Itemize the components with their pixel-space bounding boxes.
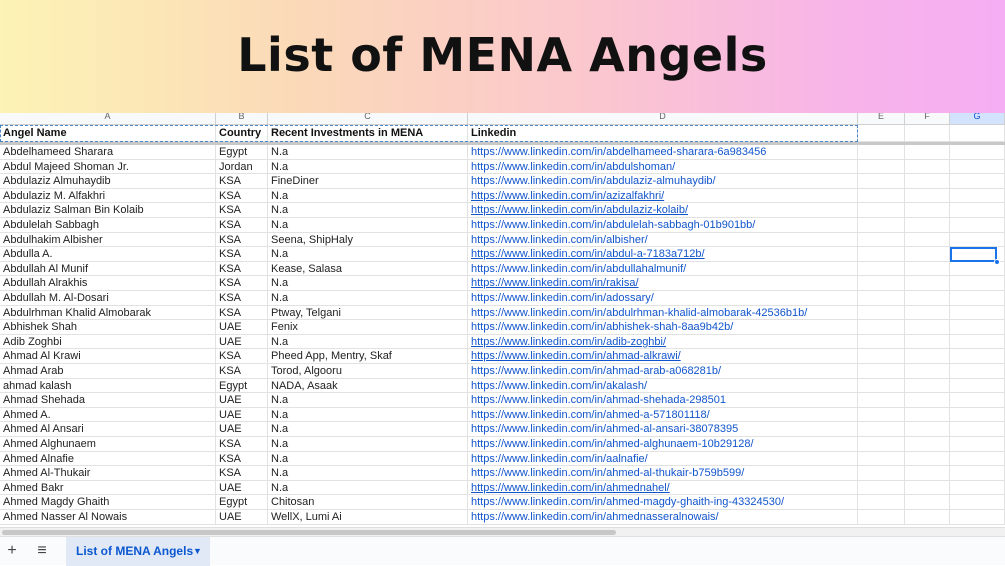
table-row xyxy=(0,393,1005,408)
country-cell[interactable]: KSA xyxy=(216,452,268,466)
country-cell[interactable]: KSA xyxy=(216,174,268,188)
country-cell[interactable]: KSA xyxy=(216,203,268,217)
linkedin-link[interactable]: https://www.linkedin.com/in/ahmed-alghunaem-10b29128/ xyxy=(468,437,858,451)
header-investments[interactable]: Recent Investments in MENA xyxy=(268,125,468,141)
empty-cell[interactable] xyxy=(858,364,905,378)
empty-cell[interactable] xyxy=(858,393,905,407)
linkedin-link[interactable]: https://www.linkedin.com/in/ahmed-a-571801118/ xyxy=(468,408,858,422)
linkedin-link[interactable]: https://www.linkedin.com/in/abdelhameed-sharara-6a983456 xyxy=(468,145,858,159)
angel-name-cell[interactable]: Ahmed Bakr xyxy=(0,481,216,495)
linkedin-link[interactable]: https://www.linkedin.com/in/ahmed-magdy-ghaith-ing-43324530/ xyxy=(468,495,858,509)
empty-cell[interactable] xyxy=(905,320,950,334)
linkedin-link[interactable]: https://www.linkedin.com/in/ahmad-alkrawi/ xyxy=(468,349,858,363)
empty-cell[interactable] xyxy=(858,437,905,451)
country-cell[interactable]: KSA xyxy=(216,349,268,363)
empty-cell[interactable] xyxy=(858,495,905,509)
angel-name-cell[interactable]: Ahmad Shehada xyxy=(0,393,216,407)
country-cell[interactable]: UAE xyxy=(216,481,268,495)
linkedin-link[interactable]: https://www.linkedin.com/in/abhishek-shah-8aa9b42b/ xyxy=(468,320,858,334)
column-header-c[interactable]: C xyxy=(268,113,468,125)
empty-cell[interactable] xyxy=(905,335,950,349)
investments-cell[interactable]: NADA, Asaak xyxy=(268,379,468,393)
empty-cell[interactable] xyxy=(858,203,905,217)
header-angel-name[interactable]: Angel Name xyxy=(0,125,216,141)
country-cell[interactable]: KSA xyxy=(216,364,268,378)
investments-cell[interactable]: Fenix xyxy=(268,320,468,334)
investments-cell[interactable]: N.a xyxy=(268,189,468,203)
investments-cell[interactable]: N.a xyxy=(268,408,468,422)
empty-cell[interactable] xyxy=(858,349,905,363)
linkedin-link[interactable]: https://www.linkedin.com/in/abdulaziz-kolaib/ xyxy=(468,203,858,217)
angel-name-cell[interactable]: Abdullah Alrakhis xyxy=(0,276,216,290)
empty-cell[interactable] xyxy=(905,364,950,378)
sheet-tab-list-of-mena-angels[interactable] xyxy=(66,537,210,566)
empty-cell[interactable] xyxy=(858,291,905,305)
linkedin-link[interactable]: https://www.linkedin.com/in/abdullahalmunif/ xyxy=(468,262,858,276)
table-row xyxy=(0,291,1005,306)
investments-cell[interactable]: Torod, Algooru xyxy=(268,364,468,378)
investments-cell[interactable]: N.a xyxy=(268,437,468,451)
empty-cell[interactable] xyxy=(950,437,1005,451)
country-cell[interactable]: Egypt xyxy=(216,379,268,393)
table-row xyxy=(0,466,1005,481)
angel-name-cell[interactable]: Ahmad Al Krawi xyxy=(0,349,216,363)
investments-cell[interactable]: FineDiner xyxy=(268,174,468,188)
country-cell[interactable]: KSA xyxy=(216,466,268,480)
linkedin-link[interactable]: https://www.linkedin.com/in/ahmed-al-thukair-b759b599/ xyxy=(468,466,858,480)
column-header-f[interactable]: F xyxy=(905,113,950,125)
empty-cell[interactable] xyxy=(950,291,1005,305)
empty-cell[interactable] xyxy=(950,320,1005,334)
linkedin-link[interactable]: https://www.linkedin.com/in/adossary/ xyxy=(468,291,858,305)
country-cell[interactable]: Jordan xyxy=(216,160,268,174)
investments-cell[interactable]: Chitosan xyxy=(268,495,468,509)
scrollbar-thumb[interactable] xyxy=(2,530,616,535)
empty-cell[interactable] xyxy=(950,422,1005,436)
empty-cell[interactable] xyxy=(905,495,950,509)
column-header-d[interactable]: D xyxy=(468,113,858,125)
table-row xyxy=(0,364,1005,379)
angel-name-cell[interactable]: Ahmed Al-Thukair xyxy=(0,466,216,480)
table-row xyxy=(0,320,1005,335)
linkedin-link[interactable]: https://www.linkedin.com/in/abdulelah-sabbagh-01b901bb/ xyxy=(468,218,858,232)
header-row xyxy=(0,125,1005,142)
investments-cell[interactable]: Ptway, Telgani xyxy=(268,306,468,320)
empty-cell[interactable] xyxy=(950,276,1005,290)
sheet-tab-bar xyxy=(0,536,1005,565)
empty-cell[interactable] xyxy=(950,495,1005,509)
table-row xyxy=(0,437,1005,452)
angel-name-cell[interactable]: Abdulhakim Albisher xyxy=(0,233,216,247)
empty-cell[interactable] xyxy=(905,247,950,261)
table-row xyxy=(0,276,1005,291)
country-cell[interactable]: KSA xyxy=(216,276,268,290)
angel-name-cell[interactable]: Ahmed Al Ansari xyxy=(0,422,216,436)
empty-cell[interactable] xyxy=(950,189,1005,203)
empty-cell[interactable] xyxy=(905,233,950,247)
angel-name-cell[interactable]: Abdul Majeed Shoman Jr. xyxy=(0,160,216,174)
angel-name-cell[interactable]: Abdullah Al Munif xyxy=(0,262,216,276)
caret-down-icon[interactable]: ▼ xyxy=(193,546,202,556)
empty-cell[interactable] xyxy=(950,233,1005,247)
horizontal-scrollbar[interactable] xyxy=(0,527,1005,536)
table-row xyxy=(0,408,1005,423)
header-linkedin[interactable]: Linkedin xyxy=(468,125,858,141)
empty-cell[interactable] xyxy=(950,466,1005,480)
empty-cell[interactable] xyxy=(905,189,950,203)
angel-name-cell[interactable]: Abdulla A. xyxy=(0,247,216,261)
empty-cell[interactable] xyxy=(905,452,950,466)
angel-name-cell[interactable]: Abhishek Shah xyxy=(0,320,216,334)
country-cell[interactable]: UAE xyxy=(216,320,268,334)
linkedin-link[interactable]: https://www.linkedin.com/in/abdulaziz-almuhaydib/ xyxy=(468,174,858,188)
empty-cell[interactable] xyxy=(905,393,950,407)
table-row xyxy=(0,160,1005,175)
investments-cell[interactable]: N.a xyxy=(268,203,468,217)
table-row xyxy=(0,247,1005,262)
linkedin-link[interactable]: https://www.linkedin.com/in/adib-zoghbi/ xyxy=(468,335,858,349)
empty-cell[interactable] xyxy=(950,335,1005,349)
empty-cell[interactable] xyxy=(858,481,905,495)
table-row xyxy=(0,379,1005,394)
empty-cell[interactable] xyxy=(905,422,950,436)
empty-cell[interactable] xyxy=(950,160,1005,174)
angel-name-cell[interactable]: Abdulaziz M. Alfakhri xyxy=(0,189,216,203)
angel-name-cell[interactable]: Abdulrhman Khalid Almobarak xyxy=(0,306,216,320)
angel-name-cell[interactable]: ahmad kalash xyxy=(0,379,216,393)
investments-cell[interactable]: Kease, Salasa xyxy=(268,262,468,276)
table-row xyxy=(0,452,1005,467)
empty-cell[interactable] xyxy=(858,145,905,159)
table-row xyxy=(0,510,1005,525)
empty-cell[interactable] xyxy=(905,125,950,141)
country-cell[interactable]: KSA xyxy=(216,437,268,451)
empty-cell[interactable] xyxy=(905,466,950,480)
column-header-bar xyxy=(0,113,1005,125)
sheet-tab-label: List of MENA Angels xyxy=(76,544,194,558)
country-cell[interactable]: UAE xyxy=(216,422,268,436)
country-cell[interactable]: KSA xyxy=(216,306,268,320)
empty-cell[interactable] xyxy=(905,174,950,188)
investments-cell[interactable]: N.a xyxy=(268,247,468,261)
empty-cell[interactable] xyxy=(858,320,905,334)
investments-cell[interactable]: Pheed App, Mentry, Skaf xyxy=(268,349,468,363)
country-cell[interactable]: Egypt xyxy=(216,145,268,159)
angel-name-cell[interactable]: Ahmed Nasser Al Nowais xyxy=(0,510,216,524)
angel-name-cell[interactable]: Ahmed Alnafie xyxy=(0,452,216,466)
country-cell[interactable]: KSA xyxy=(216,247,268,261)
plus-icon[interactable]: + xyxy=(7,542,17,559)
empty-cell[interactable] xyxy=(905,203,950,217)
country-cell[interactable]: KSA xyxy=(216,291,268,305)
table-row xyxy=(0,145,1005,160)
linkedin-link[interactable]: https://www.linkedin.com/in/abdul-a-7183a712b/ xyxy=(468,247,858,261)
investments-cell[interactable]: WellX, Lumi Ai xyxy=(268,510,468,524)
empty-cell[interactable] xyxy=(905,160,950,174)
empty-cell[interactable] xyxy=(950,306,1005,320)
empty-cell[interactable] xyxy=(858,160,905,174)
investments-cell[interactable]: Seena, ShipHaly xyxy=(268,233,468,247)
linkedin-link[interactable]: https://www.linkedin.com/in/abdulrhman-khalid-almobarak-42536b1b/ xyxy=(468,306,858,320)
linkedin-link[interactable]: https://www.linkedin.com/in/aalnafie/ xyxy=(468,452,858,466)
title-banner xyxy=(0,0,1005,117)
column-header-g[interactable]: G xyxy=(950,113,1005,125)
empty-cell[interactable] xyxy=(858,510,905,524)
table-row xyxy=(0,481,1005,496)
table-row xyxy=(0,422,1005,437)
empty-cell[interactable] xyxy=(950,379,1005,393)
country-cell[interactable]: KSA xyxy=(216,218,268,232)
investments-cell[interactable]: N.a xyxy=(268,422,468,436)
country-cell[interactable]: KSA xyxy=(216,189,268,203)
investments-cell[interactable]: N.a xyxy=(268,335,468,349)
empty-cell[interactable] xyxy=(905,306,950,320)
empty-cell[interactable] xyxy=(950,218,1005,232)
angel-name-cell[interactable]: Abdullah M. Al-Dosari xyxy=(0,291,216,305)
empty-cell[interactable] xyxy=(905,145,950,159)
table-row xyxy=(0,203,1005,218)
table-row xyxy=(0,262,1005,277)
empty-cell[interactable] xyxy=(905,481,950,495)
fill-handle[interactable] xyxy=(994,259,1000,265)
investments-cell[interactable]: N.a xyxy=(268,291,468,305)
empty-cell[interactable] xyxy=(858,379,905,393)
empty-cell[interactable] xyxy=(950,203,1005,217)
column-header-a[interactable]: A xyxy=(0,113,216,125)
angel-name-cell[interactable]: Adib Zoghbi xyxy=(0,335,216,349)
linkedin-link[interactable]: https://www.linkedin.com/in/rakisa/ xyxy=(468,276,858,290)
investments-cell[interactable]: N.a xyxy=(268,452,468,466)
column-header-e[interactable]: E xyxy=(858,113,905,125)
angel-name-cell[interactable]: Ahmed A. xyxy=(0,408,216,422)
angel-name-cell[interactable]: Abdulelah Sabbagh xyxy=(0,218,216,232)
table-row xyxy=(0,189,1005,204)
empty-cell[interactable] xyxy=(950,174,1005,188)
country-cell[interactable]: UAE xyxy=(216,510,268,524)
empty-cell[interactable] xyxy=(950,393,1005,407)
empty-cell[interactable] xyxy=(905,262,950,276)
angel-name-cell[interactable]: Abdelhameed Sharara xyxy=(0,145,216,159)
table-row xyxy=(0,495,1005,510)
empty-cell[interactable] xyxy=(905,408,950,422)
empty-cell[interactable] xyxy=(858,335,905,349)
empty-cell[interactable] xyxy=(858,466,905,480)
column-header-b[interactable]: B xyxy=(216,113,268,125)
frozen-row-divider[interactable] xyxy=(0,142,1005,145)
angel-name-cell[interactable]: Ahmed Alghunaem xyxy=(0,437,216,451)
empty-cell[interactable] xyxy=(950,145,1005,159)
empty-cell[interactable] xyxy=(905,379,950,393)
country-cell[interactable]: UAE xyxy=(216,393,268,407)
empty-cell[interactable] xyxy=(905,276,950,290)
empty-cell[interactable] xyxy=(858,174,905,188)
angel-name-cell[interactable]: Abdulaziz Almuhaydib xyxy=(0,174,216,188)
angel-name-cell[interactable]: Ahmed Magdy Ghaith xyxy=(0,495,216,509)
linkedin-link[interactable]: https://www.linkedin.com/in/abdulshoman/ xyxy=(468,160,858,174)
linkedin-link[interactable]: https://www.linkedin.com/in/ahmad-arab-a068281b/ xyxy=(468,364,858,378)
investments-cell[interactable]: N.a xyxy=(268,145,468,159)
angel-name-cell[interactable]: Ahmad Arab xyxy=(0,364,216,378)
table-row xyxy=(0,335,1005,350)
country-cell[interactable]: UAE xyxy=(216,408,268,422)
country-cell[interactable]: KSA xyxy=(216,262,268,276)
empty-cell[interactable] xyxy=(950,510,1005,524)
investments-cell[interactable]: N.a xyxy=(268,481,468,495)
linkedin-link[interactable]: https://www.linkedin.com/in/akalash/ xyxy=(468,379,858,393)
empty-cell[interactable] xyxy=(858,218,905,232)
empty-cell[interactable] xyxy=(950,481,1005,495)
country-cell[interactable]: KSA xyxy=(216,233,268,247)
empty-cell[interactable] xyxy=(905,218,950,232)
empty-cell[interactable] xyxy=(905,349,950,363)
investments-cell[interactable]: N.a xyxy=(268,276,468,290)
table-row xyxy=(0,233,1005,248)
linkedin-link[interactable]: https://www.linkedin.com/in/ahmednahel/ xyxy=(468,481,858,495)
empty-cell[interactable] xyxy=(858,408,905,422)
empty-cell[interactable] xyxy=(858,452,905,466)
selected-cell[interactable] xyxy=(950,247,997,262)
investments-cell[interactable]: N.a xyxy=(268,160,468,174)
table-row xyxy=(0,306,1005,321)
empty-cell[interactable] xyxy=(858,247,905,261)
empty-cell[interactable] xyxy=(950,364,1005,378)
empty-cell[interactable] xyxy=(858,262,905,276)
linkedin-link[interactable]: https://www.linkedin.com/in/azizalfakhri/ xyxy=(468,189,858,203)
empty-cell[interactable] xyxy=(950,125,1005,141)
empty-cell[interactable] xyxy=(905,437,950,451)
investments-cell[interactable]: N.a xyxy=(268,218,468,232)
investments-cell[interactable]: N.a xyxy=(268,393,468,407)
hamburger-icon[interactable]: ≡ xyxy=(37,542,47,559)
table-row xyxy=(0,174,1005,189)
empty-cell[interactable] xyxy=(950,408,1005,422)
angel-name-cell[interactable]: Abdulaziz Salman Bin Kolaib xyxy=(0,203,216,217)
country-cell[interactable]: Egypt xyxy=(216,495,268,509)
table-row xyxy=(0,218,1005,233)
empty-cell[interactable] xyxy=(950,452,1005,466)
investments-cell[interactable]: N.a xyxy=(268,466,468,480)
empty-cell[interactable] xyxy=(858,125,905,141)
header-country[interactable]: Country xyxy=(216,125,268,141)
empty-cell[interactable] xyxy=(905,291,950,305)
empty-cell[interactable] xyxy=(858,233,905,247)
linkedin-link[interactable]: https://www.linkedin.com/in/albisher/ xyxy=(468,233,858,247)
empty-cell[interactable] xyxy=(858,189,905,203)
linkedin-link[interactable]: https://www.linkedin.com/in/ahmed-al-ansari-38078395 xyxy=(468,422,858,436)
empty-cell[interactable] xyxy=(858,422,905,436)
linkedin-link[interactable]: https://www.linkedin.com/in/ahmad-shehada-298501 xyxy=(468,393,858,407)
page-title: List of MENA Angels xyxy=(237,27,768,82)
empty-cell[interactable] xyxy=(950,349,1005,363)
table-row xyxy=(0,349,1005,364)
empty-cell[interactable] xyxy=(858,306,905,320)
empty-cell[interactable] xyxy=(858,276,905,290)
empty-cell[interactable] xyxy=(905,510,950,524)
linkedin-link[interactable]: https://www.linkedin.com/in/ahmednasseralnowais/ xyxy=(468,510,858,524)
country-cell[interactable]: UAE xyxy=(216,335,268,349)
